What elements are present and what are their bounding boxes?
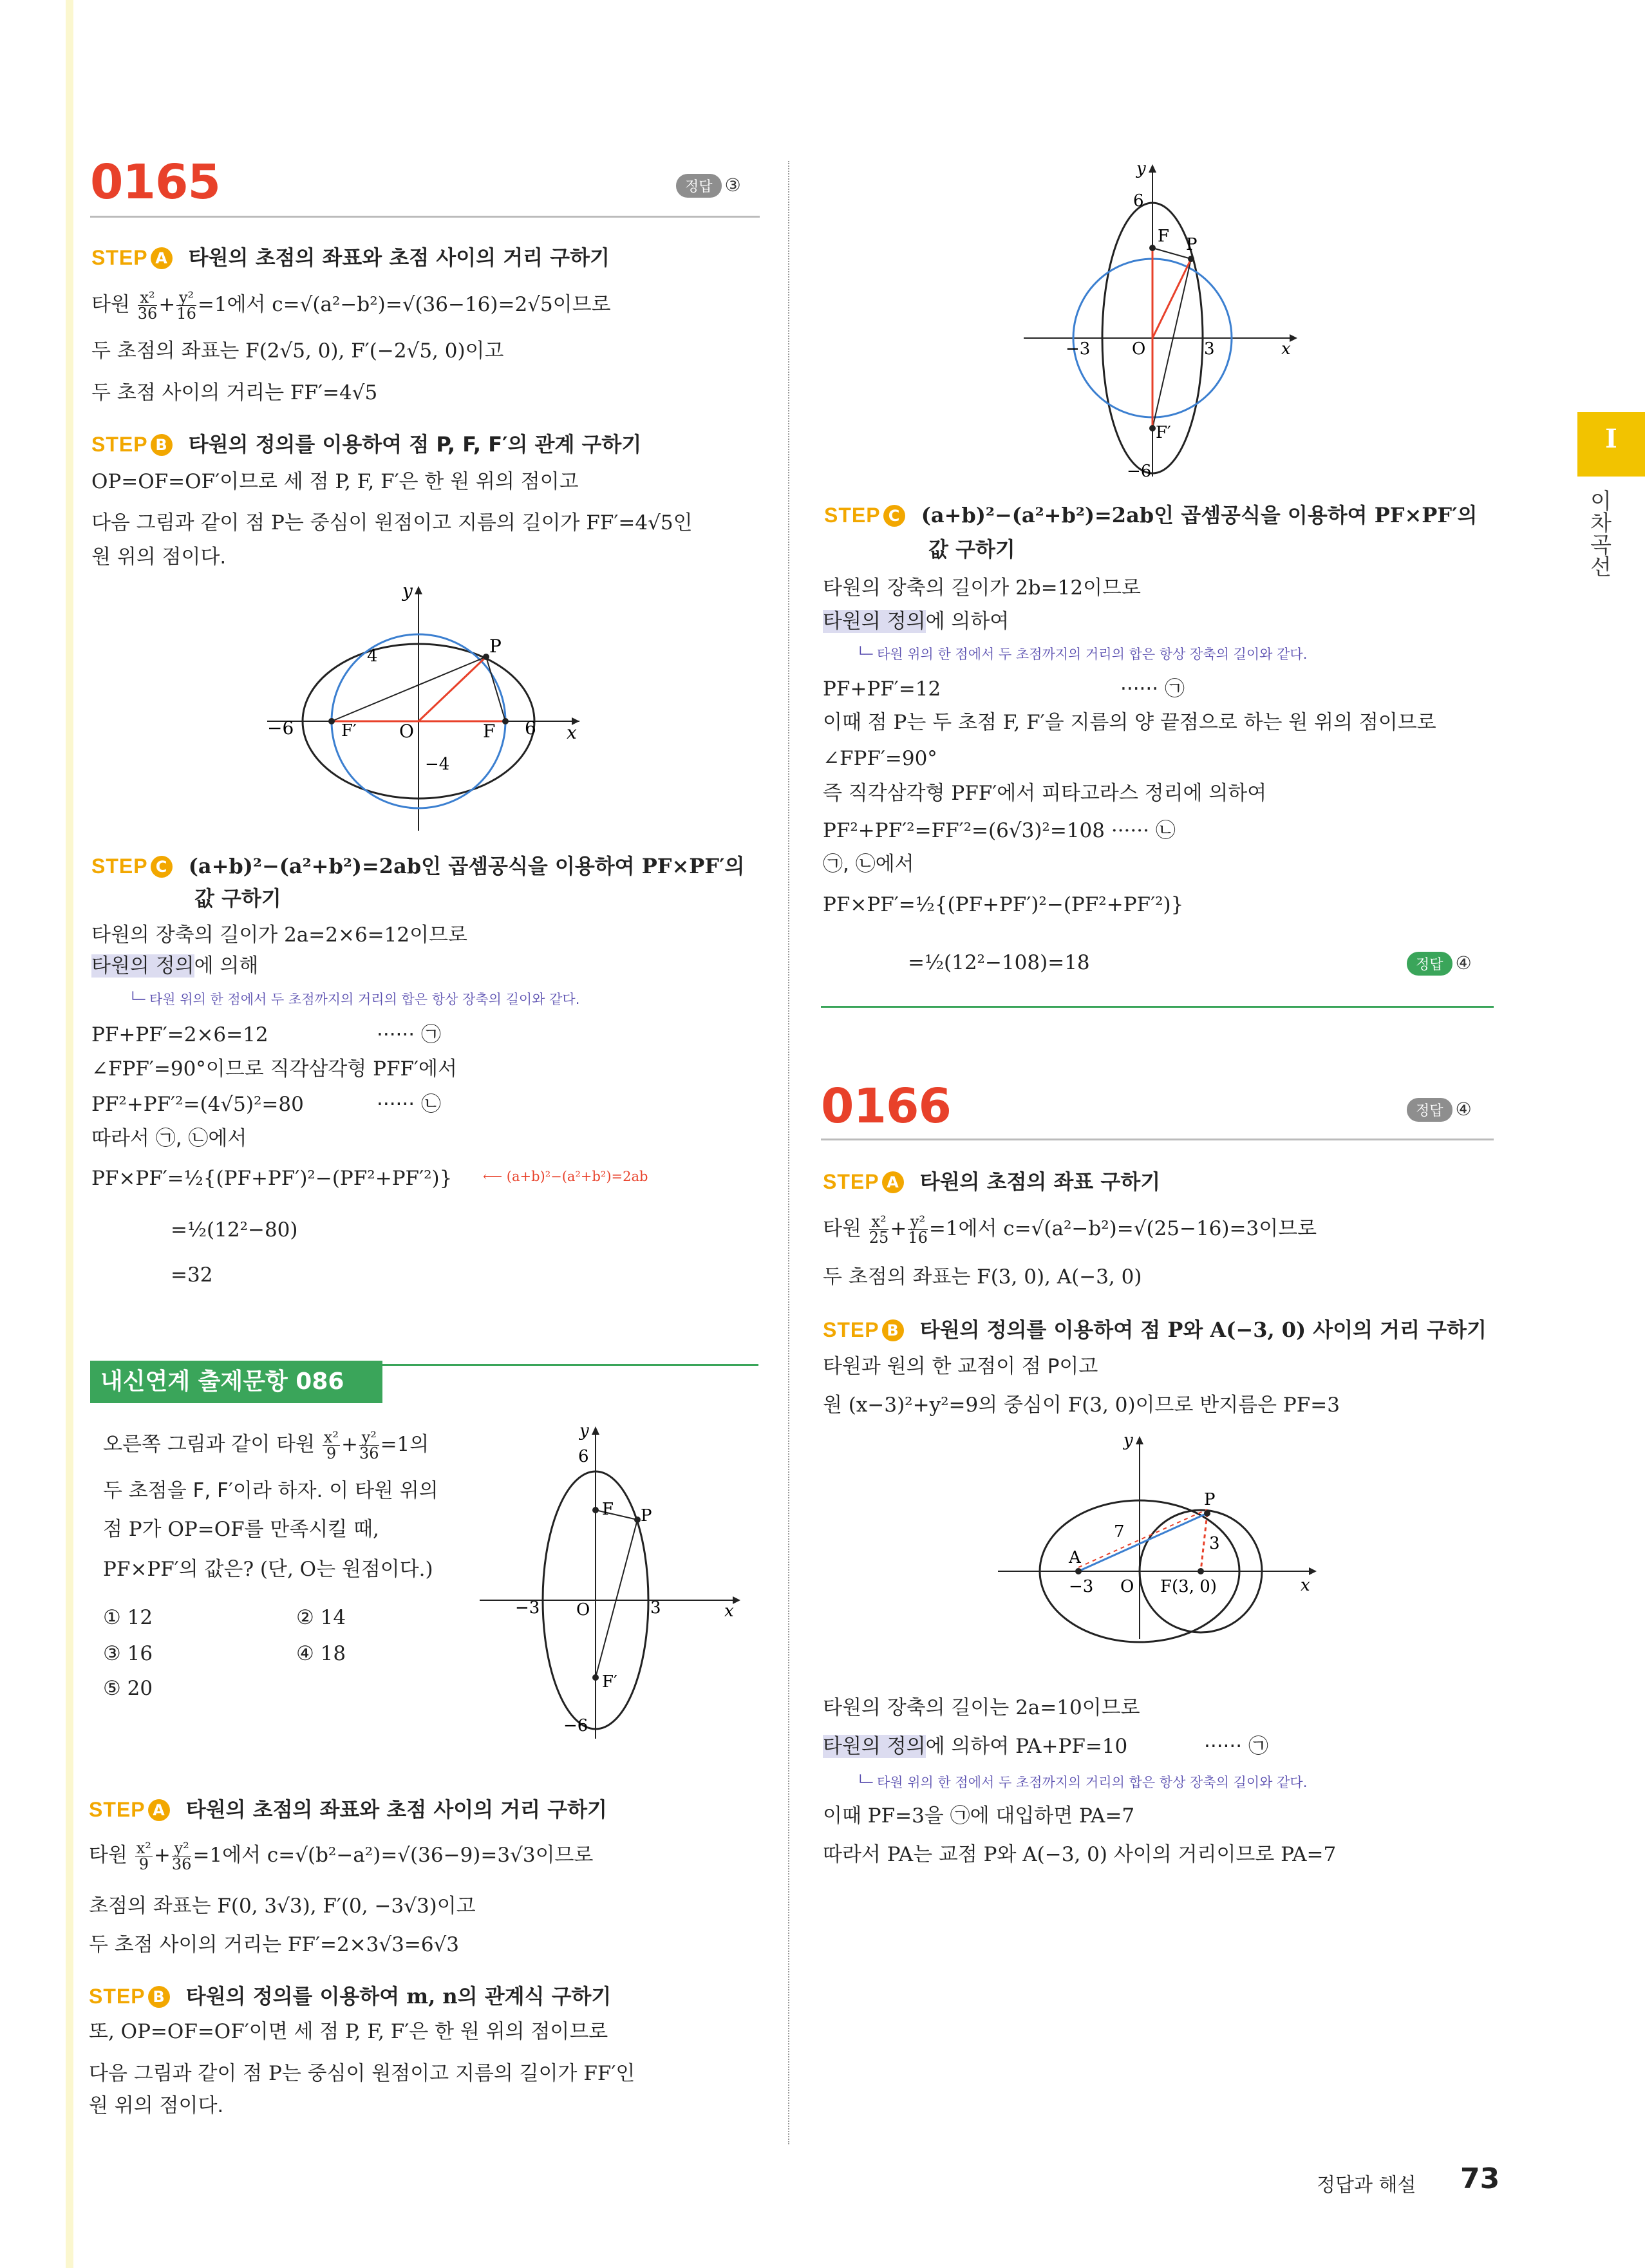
numerator: y² [908, 1214, 928, 1230]
label-x6: 6 [525, 717, 536, 739]
figure-0165 [264, 576, 586, 834]
step-label: STEP [91, 433, 148, 456]
text: 오른쪽 그림과 같이 타원 [103, 1433, 315, 1456]
plus: + [890, 1217, 907, 1240]
answer-badge: 정답 [1407, 952, 1452, 976]
p0165-a2: 두 초점의 좌표는 F(2√5, 0), F′(−2√5, 0)이고 [91, 339, 504, 363]
label-y: y [402, 580, 413, 601]
choice-5[interactable]: ⑤ 20 [103, 1677, 153, 1700]
label-x: x [1301, 1576, 1310, 1595]
right-c1: 타원의 장축의 길이가 2b=12이므로 [823, 576, 1141, 600]
fraction [176, 290, 196, 321]
label-F: F [602, 1500, 614, 1519]
rule [90, 216, 760, 218]
text: =1의 [380, 1433, 429, 1456]
text: 타원 [823, 1217, 861, 1240]
plus: + [153, 1844, 171, 1867]
numerator: x² [136, 1839, 151, 1857]
label-y: y [579, 1421, 589, 1441]
related-problem-header: 내신연계 출제문항 086 [90, 1361, 382, 1403]
label-3: 3 [1209, 1534, 1220, 1553]
answer-value: ④ [1455, 1099, 1472, 1120]
label-x-3: −3 [1069, 1577, 1094, 1596]
fraction [908, 1214, 928, 1245]
label-y-4: −4 [425, 755, 450, 774]
answer-0165 [676, 174, 741, 198]
p0166-step-a-heading [823, 1166, 1160, 1195]
note: └─ 타원 위의 한 점에서 두 초점까지의 거리의 합은 항상 장축의 길이와 같다. [856, 647, 1308, 662]
related-a2: 초점의 좌표는 F(0, 3√3), F′(0, −3√3)이고 [89, 1895, 476, 1918]
related-b2: 다음 그림과 같이 점 P는 중심이 원점이고 지름의 길이가 FF′인 [89, 2062, 635, 2085]
denominator: 36 [137, 305, 158, 323]
text: 타원 [89, 1844, 127, 1867]
numerator: x² [869, 1214, 889, 1230]
right-c10: =½(12²−108)=18 [908, 951, 1090, 974]
note-text: 타원 위의 한 점에서 두 초점까지의 거리의 합은 항상 장축의 길이와 같다. [876, 647, 1308, 662]
related-q3: 점 P가 OP=OF를 만족시킬 때, [103, 1518, 379, 1541]
p0166-c4: 따라서 PA는 교점 P와 A(−3, 0) 사이의 거리이므로 PA=7 [823, 1843, 1337, 1866]
chapter-title: 이차곡선 [1586, 489, 1612, 577]
fraction [172, 1840, 192, 1872]
step-letter: A [882, 1171, 904, 1193]
p0165-c8: =½(12²−80) [171, 1218, 298, 1242]
label-F: F(3, 0) [1160, 1577, 1217, 1596]
step-b-heading [91, 428, 641, 458]
footer-label: 정답과 해설 [1317, 2174, 1416, 2197]
step-letter: B [882, 1319, 904, 1341]
figure-continuation [1011, 155, 1307, 489]
note-text: 타원 위의 한 점에서 두 초점까지의 거리의 합은 항상 장축의 길이와 같다. [876, 1775, 1308, 1790]
label-y6: 6 [1133, 191, 1144, 211]
step-title: 타원의 초점의 좌표와 초점 사이의 거리 구하기 [185, 1797, 607, 1822]
figure-0166 [992, 1426, 1326, 1671]
tag: ······ ㉠ [1120, 677, 1185, 701]
p0165-c9: =32 [171, 1263, 213, 1287]
right-c2 [823, 609, 1009, 634]
p0166-c1: 타원의 장축의 길이는 2a=10이므로 [823, 1696, 1140, 1719]
fraction [138, 290, 158, 321]
step-title: 타원의 초점의 좌표 구하기 [919, 1169, 1161, 1194]
related-a3: 두 초점 사이의 거리는 FF′=2×3√3=6√3 [89, 1933, 460, 1956]
step-title: (a+b)²−(a²+b²)=2ab인 곱셈공식을 이용하여 PF×PF′의 [188, 854, 745, 878]
label-P: P [1204, 1490, 1216, 1509]
p0165-c4: ∠FPF′=90°이므로 직각삼각형 PFF′에서 [91, 1057, 457, 1081]
right-c3: PF+PF′=12 [823, 677, 941, 701]
problem-number-0166: 0166 [821, 1079, 951, 1134]
choice-4[interactable]: ④ 18 [296, 1642, 346, 1665]
label-O: O [1120, 1577, 1134, 1596]
step-title: 타원의 정의를 이용하여 m, n의 관계식 구하기 [185, 1984, 612, 2008]
p0166-step-b-heading [823, 1314, 1487, 1343]
label-P: P [489, 636, 502, 657]
page-number: 73 [1460, 2162, 1500, 2195]
numerator: y² [359, 1430, 379, 1446]
right-step-c-title2: 값 구하기 [928, 537, 1015, 562]
p0165-b2: 다음 그림과 같이 점 P는 중심이 원점이고 지름의 길이가 FF′=4√5인 [91, 511, 693, 534]
label-x: x [724, 1602, 734, 1621]
label-x-3: −3 [1066, 339, 1091, 359]
related-step-b-heading [89, 1980, 611, 2010]
step-label: STEP [89, 1985, 146, 2008]
rule [372, 1364, 758, 1366]
step-title: 타원의 초점의 좌표와 초점 사이의 거리 구하기 [188, 245, 610, 270]
formula-note: ⟵ (a+b)²−(a²+b²)=2ab [483, 1169, 648, 1184]
right-c9: PF×PF′=½{(PF+PF′)²−(PF²+PF′²)} [823, 893, 1184, 916]
text: 에 의하여 [925, 610, 1010, 633]
label-y-6: −6 [563, 1716, 588, 1735]
p0166-c3: 이때 PF=3을 ㉠에 대입하면 PA=7 [823, 1804, 1135, 1828]
p0166-a1 [823, 1214, 1317, 1245]
step-label: STEP [824, 504, 881, 527]
label-x: x [1281, 339, 1291, 359]
label-Fp: F′ [602, 1672, 617, 1692]
answer-continuation [1407, 952, 1472, 976]
text: =1에서 c=√(b²−a²)=√(36−9)=3√3이므로 [193, 1844, 594, 1867]
answer-badge: 정답 [676, 174, 722, 198]
denominator: 36 [359, 1444, 379, 1462]
highlight: 타원의 정의 [823, 610, 926, 633]
p0166-a2: 두 초점의 좌표는 F(3, 0), A(−3, 0) [823, 1265, 1142, 1289]
fraction [323, 1430, 340, 1461]
text: =1에서 c=√(a²−b²)=√(36−16)=2√5이므로 [197, 293, 611, 316]
answer-value: ④ [1455, 952, 1472, 974]
note-text: 타원 위의 한 점에서 두 초점까지의 거리의 합은 항상 장축의 길이와 같다. [149, 992, 580, 1007]
label-x-6: −6 [267, 717, 294, 739]
step-letter: B [151, 434, 173, 456]
step-label: STEP [91, 855, 148, 878]
right-step-c-heading [824, 499, 1477, 529]
step-label: STEP [823, 1170, 879, 1193]
fraction [359, 1430, 379, 1461]
p0165-a1 [91, 290, 611, 321]
step-letter: C [883, 505, 905, 527]
label-y: y [1136, 159, 1146, 178]
label-P: P [1186, 235, 1198, 254]
p0165-c6: 따라서 ㉠, ㉡에서 [91, 1127, 247, 1150]
label-Fp: F′ [1156, 423, 1171, 442]
label-x: x [567, 722, 577, 743]
right-c4: 이때 점 P는 두 초점 F, F′을 지름의 양 끝점으로 하는 원 위의 점이므로 [823, 711, 1436, 734]
chapter-tab [1577, 412, 1645, 477]
rule [821, 1006, 1494, 1008]
label-A: A [1069, 1548, 1081, 1567]
right-c7: PF²+PF′²=FF′²=(6√3)²=108 ······ ㉡ [823, 819, 1176, 842]
fraction [135, 1840, 153, 1872]
numerator: y² [176, 290, 196, 306]
chapter-tab-letter: I [1605, 424, 1617, 454]
p0165-b1: OP=OF=OF′이므로 세 점 P, F, F′은 한 원 위의 점이고 [91, 470, 579, 493]
tag: ······ ㉠ [377, 1023, 441, 1046]
text: =1에서 c=√(a²−b²)=√(25−16)=3이므로 [928, 1217, 1317, 1240]
related-b1: 또, OP=OF=OF′이면 세 점 P, F, F′은 한 원 위의 점이므로 [89, 2020, 608, 2043]
related-a1 [89, 1840, 593, 1872]
right-c6: 즉 직각삼각형 PFF′에서 피타고라스 정리에 의하여 [823, 782, 1267, 805]
related-step-a-heading [89, 1793, 607, 1823]
label-x-3: −3 [515, 1598, 540, 1618]
denominator: 9 [138, 1855, 149, 1873]
note: └─ 타원 위의 한 점에서 두 초점까지의 거리의 합은 항상 장축의 길이와 같다. [129, 992, 580, 1007]
highlight: 타원의 정의 [823, 1735, 926, 1758]
related-q2: 두 초점을 F, F′이라 하자. 이 타원 위의 [103, 1479, 438, 1502]
related-q4: PF×PF′의 값은? (단, O는 원점이다.) [103, 1558, 433, 1581]
denominator: 36 [171, 1855, 192, 1873]
p0166-b1: 타원과 원의 한 교점이 점 P이고 [823, 1355, 1098, 1378]
label-O: O [1132, 339, 1146, 359]
p0166-b2: 원 (x−3)²+y²=9의 중심이 F(3, 0)이므로 반지름은 PF=3 [823, 1394, 1340, 1417]
label-y-6: −6 [1127, 462, 1152, 481]
step-title: 타원의 정의를 이용하여 점 P, F, F′의 관계 구하기 [188, 432, 642, 457]
label-Fp: F′ [341, 721, 357, 741]
denominator: 16 [908, 1229, 928, 1247]
highlight: 타원의 정의 [91, 954, 194, 978]
text: 에 의하여 PA+PF=10 [925, 1735, 1128, 1758]
p0165-c7: PF×PF′=½{(PF+PF′)²−(PF²+PF′²)} [91, 1167, 453, 1190]
plus: + [341, 1433, 359, 1456]
answer-value: ③ [724, 175, 741, 196]
denominator: 16 [176, 305, 196, 323]
related-q1 [103, 1430, 429, 1461]
label-O: O [576, 1600, 590, 1620]
label-y: y [1123, 1431, 1133, 1450]
step-letter: A [148, 1799, 170, 1821]
label-y6: 6 [578, 1447, 589, 1466]
numerator: x² [138, 290, 158, 306]
label-F: F [1158, 227, 1170, 246]
p0165-c3: PF+PF′=2×6=12 [91, 1023, 268, 1046]
step-a-heading [91, 241, 610, 271]
step-label: STEP [823, 1318, 879, 1341]
step-label: STEP [91, 246, 148, 269]
step-letter: A [151, 247, 173, 269]
step-c-heading [91, 850, 744, 880]
plus: + [158, 293, 176, 316]
choice-3[interactable]: ③ 16 [103, 1642, 153, 1665]
text: 에 의해 [194, 954, 259, 978]
p0165-c2 [91, 953, 258, 979]
related-b3: 원 위의 점이다. [89, 2094, 224, 2117]
step-title: (a+b)²−(a²+b²)=2ab인 곱셈공식을 이용하여 PF×PF′의 [921, 503, 1478, 527]
answer-0166 [1407, 1098, 1472, 1122]
choice-1[interactable]: ① 12 [103, 1606, 153, 1629]
denominator: 9 [326, 1444, 337, 1462]
formula-note-text: (a+b)²−(a²+b²)=2ab [506, 1169, 648, 1184]
step-letter: B [148, 1986, 170, 2008]
label-O: O [399, 721, 414, 742]
label-x3: 3 [1204, 339, 1215, 359]
right-c8: ㉠, ㉡에서 [823, 853, 914, 876]
p0165-c1: 타원의 장축의 길이가 2a=2×6=12이므로 [91, 923, 467, 947]
p0166-c2 [823, 1734, 1127, 1759]
margin-stripe [66, 0, 73, 2268]
tag: ······ ㉠ [1204, 1735, 1268, 1758]
fraction [869, 1214, 889, 1245]
note: └─ 타원 위의 한 점에서 두 초점까지의 거리의 합은 항상 장축의 길이와 같다. [856, 1775, 1308, 1790]
rule [821, 1139, 1494, 1140]
problem-number-0165: 0165 [90, 155, 220, 210]
label-x3: 3 [650, 1598, 661, 1618]
p0165-c5: PF²+PF′²=(4√5)²=80 [91, 1093, 304, 1116]
tag: ······ ㉡ [377, 1093, 441, 1116]
right-c5: ∠FPF′=90° [823, 747, 937, 770]
p0165-b3: 원 위의 점이다. [91, 545, 227, 569]
label-7: 7 [1114, 1522, 1125, 1542]
label-y4: 4 [367, 647, 378, 666]
numerator: y² [172, 1840, 192, 1857]
answer-badge: 정답 [1407, 1098, 1452, 1122]
column-divider [788, 161, 789, 2144]
p0165-a3: 두 초점 사이의 거리는 FF′=4√5 [91, 381, 378, 404]
step-label: STEP [89, 1798, 146, 1821]
label-F: F [483, 721, 496, 742]
text: 타원 [91, 293, 130, 316]
numerator: x² [323, 1428, 339, 1446]
figure-related [476, 1417, 747, 1745]
step-title: 타원의 정의를 이용하여 점 P와 A(−3, 0) 사이의 거리 구하기 [919, 1318, 1487, 1342]
choice-2[interactable]: ② 14 [296, 1606, 346, 1629]
step-c-title2: 값 구하기 [194, 886, 281, 911]
step-letter: C [151, 856, 173, 878]
denominator: 25 [869, 1229, 889, 1247]
label-P: P [641, 1506, 652, 1526]
